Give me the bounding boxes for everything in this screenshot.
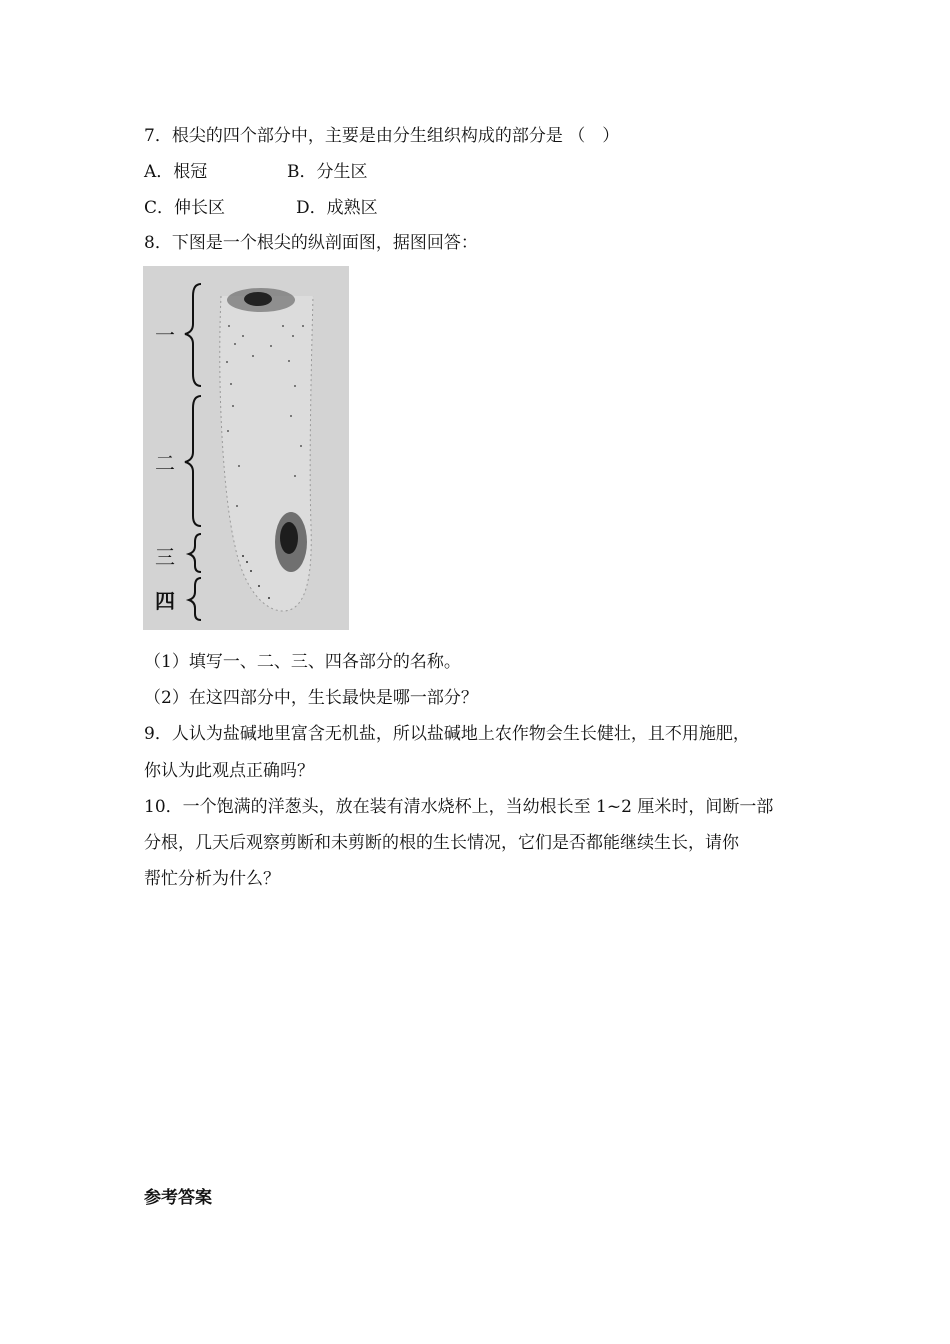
figure-label-four: 四 <box>155 589 175 613</box>
figure-braces <box>185 284 201 620</box>
root-lower-dense-spot <box>280 522 298 554</box>
q7-option-c: C．伸长区 <box>144 198 226 218</box>
brace-one <box>185 284 201 386</box>
brace-two <box>185 396 201 526</box>
q8-sub2: （2）在这四部分中，生长最快是哪一部分？ <box>144 688 478 708</box>
brace-three <box>189 534 201 572</box>
q8-sub1: （1）填写一、二、三、四各部分的名称。 <box>144 652 461 672</box>
q10-line3: 帮忙分析为什么？ <box>144 869 280 889</box>
q7-stem: 7．根尖的四个部分中，主要是由分生组织构成的部分是 （ ） <box>144 126 620 146</box>
root-tip-figure <box>143 266 349 630</box>
q10-line1: 10．一个饱满的洋葱头，放在装有清水烧杯上，当幼根长至 1~2 厘米时，间断一部 <box>144 797 774 817</box>
q10-line2: 分根，几天后观察剪断和未剪断的根的生长情况，它们是否都能继续生长，请你 <box>144 833 739 853</box>
q7-option-d: D．成熟区 <box>296 198 378 218</box>
root-top-dense-spot <box>244 292 272 306</box>
figure-label-three: 三 <box>155 545 175 569</box>
q7-option-b: B．分生区 <box>287 162 368 182</box>
q8-stem: 8．下图是一个根尖的纵剖面图，据图回答： <box>144 233 478 253</box>
q9-line1: 9．人认为盐碱地里富含无机盐，所以盐碱地上农作物会生长健壮，且不用施肥， <box>144 724 750 744</box>
q7-option-a: A．根冠 <box>144 162 208 182</box>
brace-four <box>189 578 201 620</box>
figure-label-two: 二 <box>155 451 175 475</box>
answers-title: 参考答案 <box>144 1188 212 1208</box>
figure-label-one: 一 <box>155 323 175 347</box>
q9-line2: 你认为此观点正确吗？ <box>144 761 314 781</box>
